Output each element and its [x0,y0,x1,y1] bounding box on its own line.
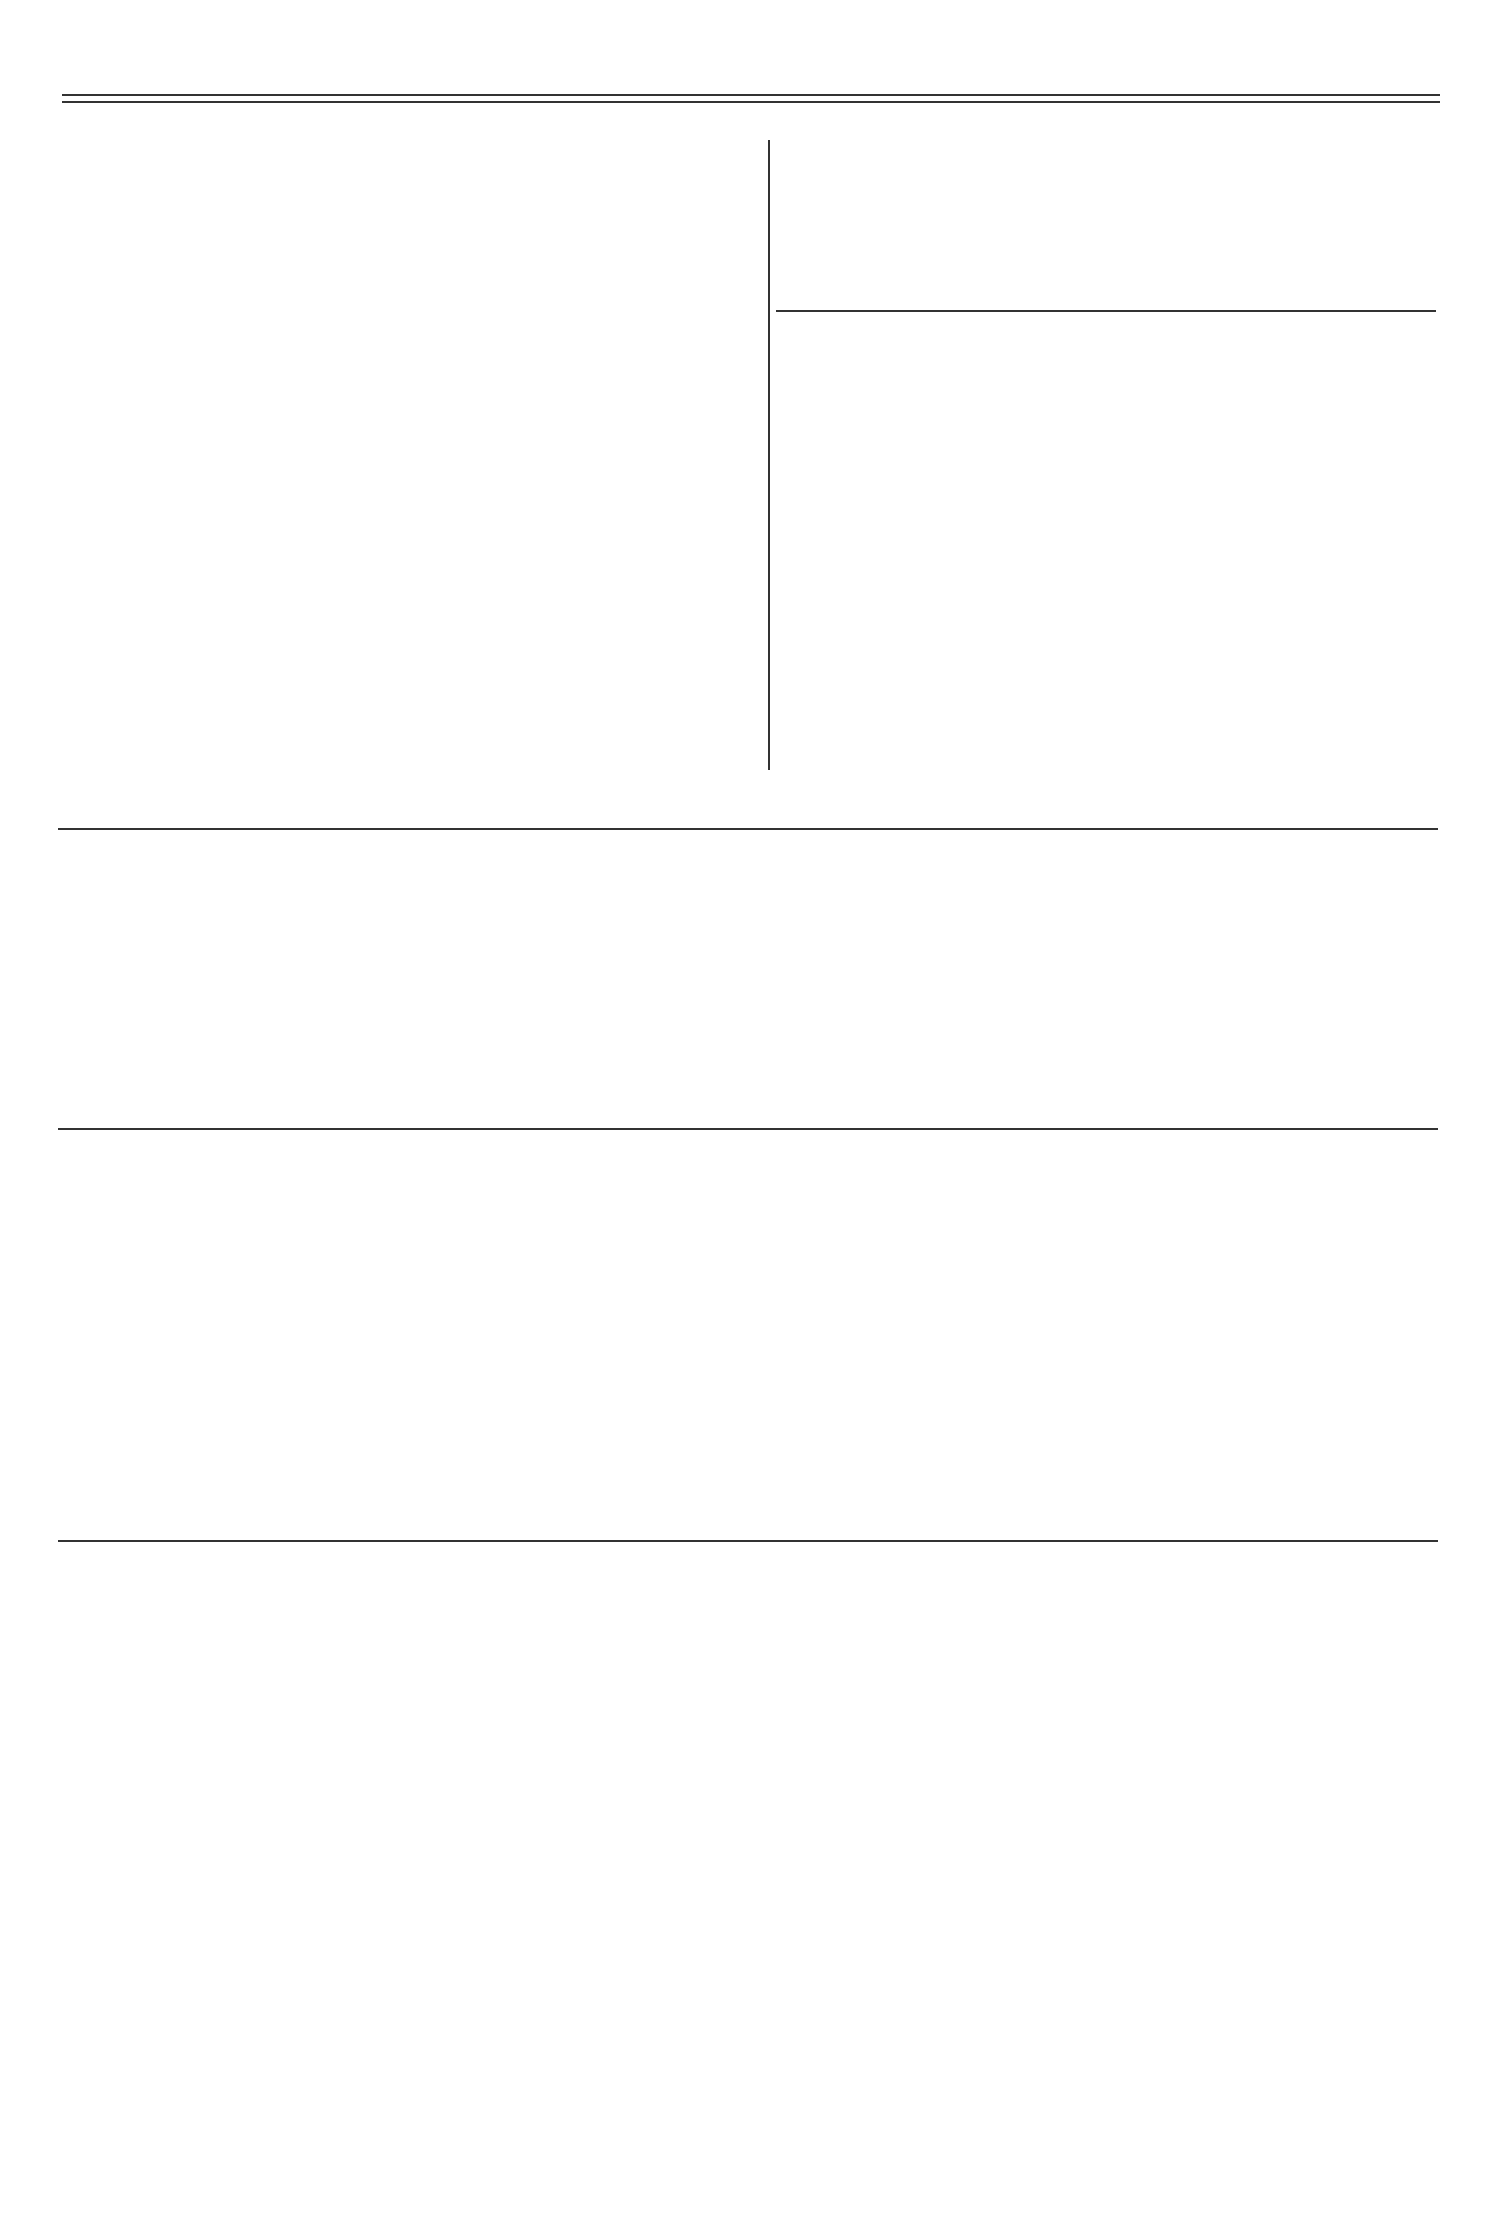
soup-lobster [786,192,1446,220]
column-divider [768,140,770,770]
title-rule-top [62,94,1440,96]
soup-of-the-day [786,256,1446,284]
mezzaluna-rule [58,828,1438,830]
pasta-rule [58,1540,1438,1542]
salads-proteins [786,368,1446,391]
title-rule-bottom [62,101,1440,103]
pasta-heading [58,1552,70,1592]
sandwiches-rule [58,1128,1438,1130]
soup-rule [776,310,1436,312]
